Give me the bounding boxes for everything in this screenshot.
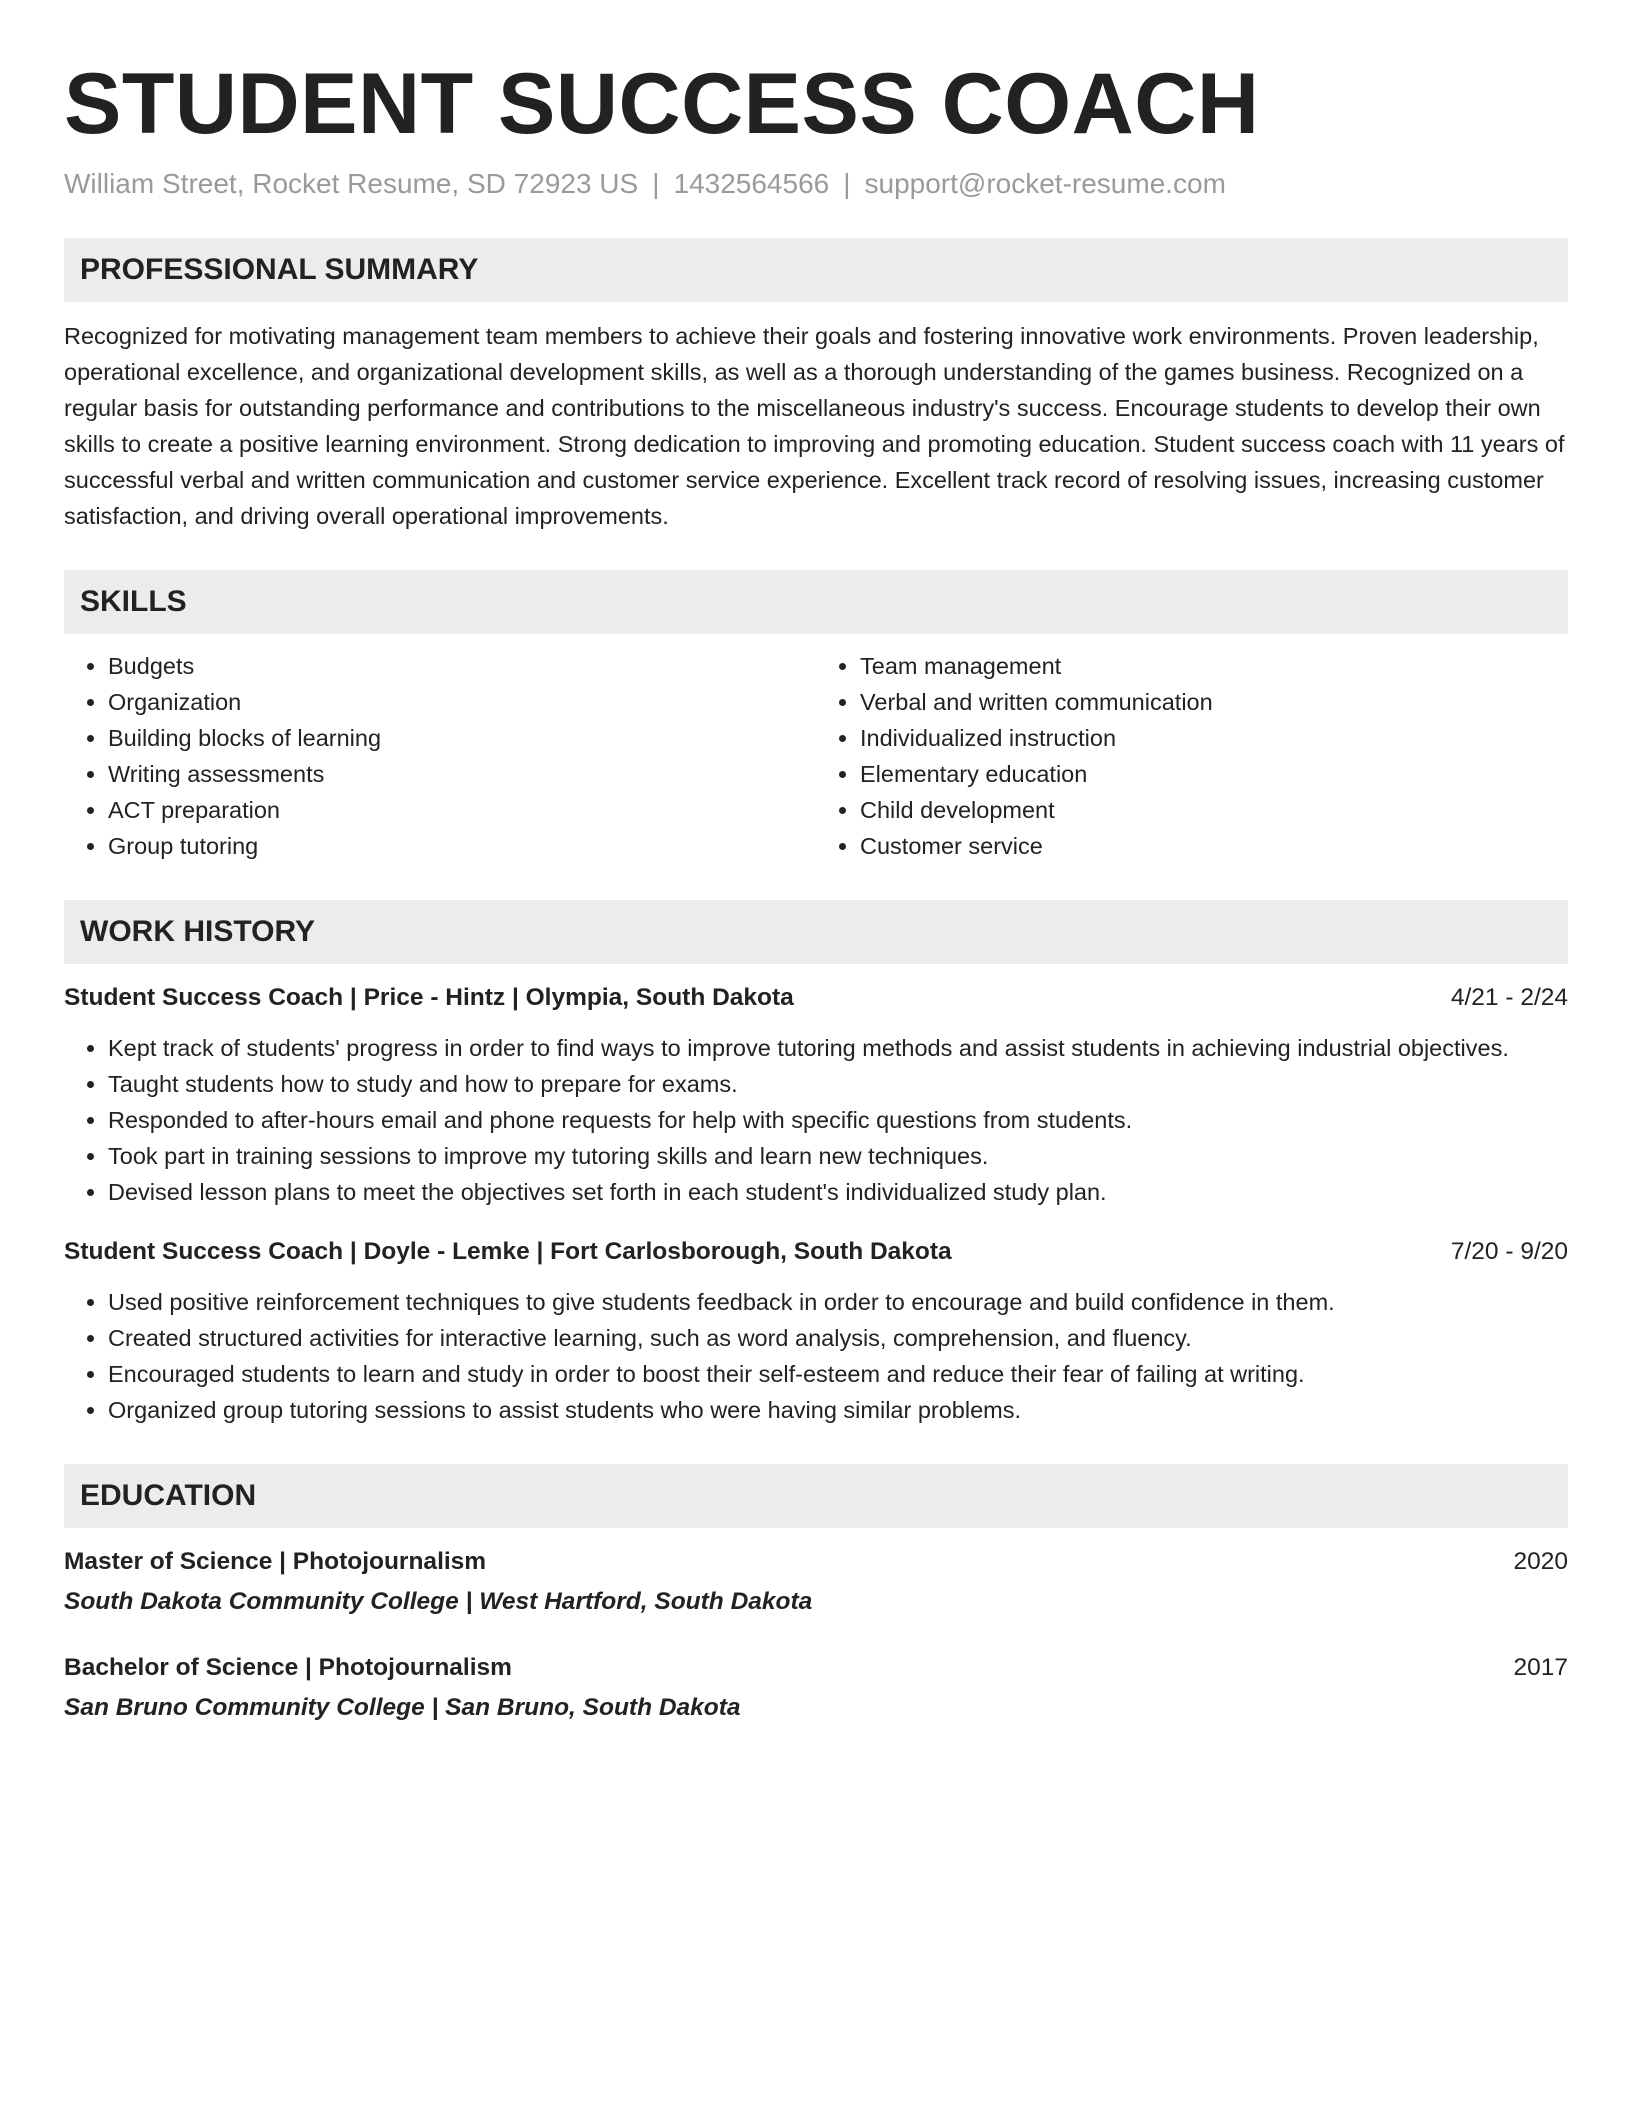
contact-email: support@rocket-resume.com: [864, 168, 1226, 199]
skill-item: • Budgets: [108, 648, 816, 684]
skill-item: • Organization: [108, 684, 816, 720]
job-bullet: • Devised lesson plans to meet the objectives set forth in each student's individualized study plan.: [108, 1174, 1568, 1210]
education-school: San Bruno Community College | San Bruno, South Dakota: [64, 1694, 741, 1721]
education-school: South Dakota Community College | West Hartford, South Dakota: [64, 1588, 813, 1615]
contact-phone: 1432564566: [673, 168, 830, 199]
section-header-skills: SKILLS: [64, 570, 1568, 634]
job-header: [64, 1234, 1568, 1270]
education-degree: Master of Science | Photojournalism: [64, 1548, 487, 1575]
job-entry: [64, 980, 1568, 1210]
education-degree: Bachelor of Science | Photojournalism: [64, 1654, 512, 1681]
skill-item: • ACT preparation: [108, 792, 816, 828]
job-dates: 4/21 - 2/24: [1450, 984, 1568, 1011]
contact-address: William Street, Rocket Resume, SD 72923 US: [64, 168, 639, 199]
section-header-education: EDUCATION: [64, 1464, 1568, 1528]
job-bullet: • Responded to after-hours email and phone requests for help with specific questions from students.: [108, 1102, 1568, 1138]
education-entry: [64, 1650, 1568, 1726]
job-bullet: • Encouraged students to learn and study in order to boost their self-esteem and reduce their fear of failing at writing.: [108, 1356, 1568, 1392]
job-bullet: • Took part in training sessions to improve my tutoring skills and learn new techniques.: [108, 1138, 1568, 1174]
job-heading: Student Success Coach | Price - Hintz | Olympia, South Dakota: [64, 984, 794, 1011]
skill-item: • Group tutoring: [108, 828, 816, 864]
skill-item: • Writing assessments: [108, 756, 816, 792]
section-header-summary: PROFESSIONAL SUMMARY: [64, 238, 1568, 302]
skill-item: • Customer service: [860, 828, 1568, 864]
job-entry: [64, 1234, 1568, 1428]
skill-item: • Elementary education: [860, 756, 1568, 792]
skill-item: • Child development: [860, 792, 1568, 828]
job-bullet: • Created structured activities for interactive learning, such as word analysis, comprehension, and fluency.: [108, 1320, 1568, 1356]
skill-item: • Verbal and written communication: [860, 684, 1568, 720]
education-header: [64, 1650, 1568, 1686]
job-header: [64, 980, 1568, 1016]
job-dates: 7/20 - 9/20: [1450, 1238, 1568, 1265]
skill-item: • Individualized instruction: [860, 720, 1568, 756]
contact-separator: |: [843, 168, 851, 199]
job-bullet: • Used positive reinforcement techniques to give students feedback in order to encourage and build confidence in them.: [108, 1284, 1568, 1320]
skills-list: [64, 648, 1568, 864]
job-bullets: [64, 1284, 1568, 1428]
skill-item: • Building blocks of learning: [108, 720, 816, 756]
resume-name-heading: STUDENT SUCCESS COACH: [64, 56, 1260, 152]
skills-column-left: [64, 648, 816, 864]
job-bullet: • Taught students how to study and how to prepare for exams.: [108, 1066, 1568, 1102]
education-entry: [64, 1544, 1568, 1620]
summary-text: Recognized for motivating management team members to achieve their goals and fostering innovative work environments. Proven leadership, operational excellence, and organizational development skills, as well as a thorough understanding of the games business. Recognized on a regular basis for outstanding performance and contributions to the miscellaneous industry's success. Encourage students to develop their own skills to create a positive learning environment. Strong dedication to improving and promoting education. Student success coach with 11 years of successful verbal and written communication and customer service experience. Excellent track record of resolving issues, increasing customer satisfaction, and driving overall operational improvements.: [64, 323, 1565, 529]
job-heading: Student Success Coach | Doyle - Lemke | Fort Carlosborough, South Dakota: [64, 1238, 952, 1265]
job-bullet: • Kept track of students' progress in order to find ways to improve tutoring methods and assist students in achieving industrial objectives.: [108, 1030, 1568, 1066]
skills-column-right: [816, 648, 1568, 864]
job-bullets: [64, 1030, 1568, 1210]
education-year: 2020: [1513, 1548, 1568, 1575]
contact-line: [64, 166, 1568, 202]
job-bullet: • Organized group tutoring sessions to assist students who were having similar problems.: [108, 1392, 1568, 1428]
skill-item: • Team management: [860, 648, 1568, 684]
education-header: [64, 1544, 1568, 1580]
contact-separator: |: [652, 168, 660, 199]
education-year: 2017: [1513, 1654, 1568, 1681]
section-header-work-history: WORK HISTORY: [64, 900, 1568, 964]
